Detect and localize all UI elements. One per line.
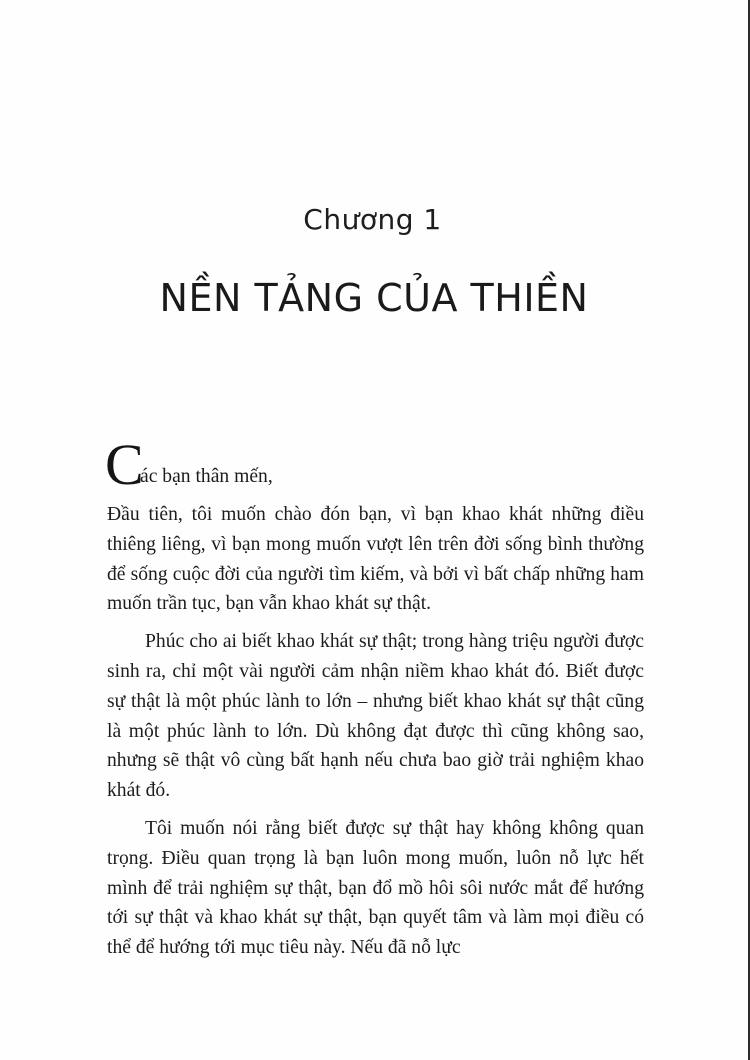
paragraph-3: Tôi muốn nói rằng biết được sự thật hay không không quan trọng. Điều quan trọng là bạn luôn mong muốn, luôn nỗ lực hết mình để trải nghiệm sự thật, bạn đổ mồ hôi sôi nước mắt để hướng tới sự thật và khao khát sự thật, bạn quyết tâm và làm mọi điều có thể để hướng tới mục tiêu này. Nếu đã nỗ lực <box>107 817 644 959</box>
greeting-text: ác bạn thân mến, <box>140 466 273 487</box>
drop-cap: C <box>105 432 144 497</box>
body-text <box>105 432 644 971</box>
chapter-title: NỀN TẢNG CỦA THIỀN <box>159 276 589 320</box>
chapter-label: Chương 1 <box>303 203 442 236</box>
paragraph-2: Phúc cho ai biết khao khát sự thật; trong hàng triệu người được sinh ra, chỉ một vài người cảm nhận niềm khao khát đó. Biết được sự thật là một phúc lành to lớn – nhưng biết khao khát sự thật cũng là một phúc lành to lớn. Dù không đạt được thì cũng không sao, nhưng sẽ thật vô cùng bất hạnh nếu chưa bao giờ trải nghiệm khao khát đó. <box>107 631 644 802</box>
greeting-line <box>105 432 644 500</box>
paragraph-1: Đầu tiên, tôi muốn chào đón bạn, vì bạn khao khát những điều thiêng liêng, vì bạn mong muốn vượt lên trên đời sống bình thường để sống cuộc đời của người tìm kiếm, và bởi vì bất chấp những ham muốn trần tục, bạn vẫn khao khát sự thật. <box>107 504 644 615</box>
